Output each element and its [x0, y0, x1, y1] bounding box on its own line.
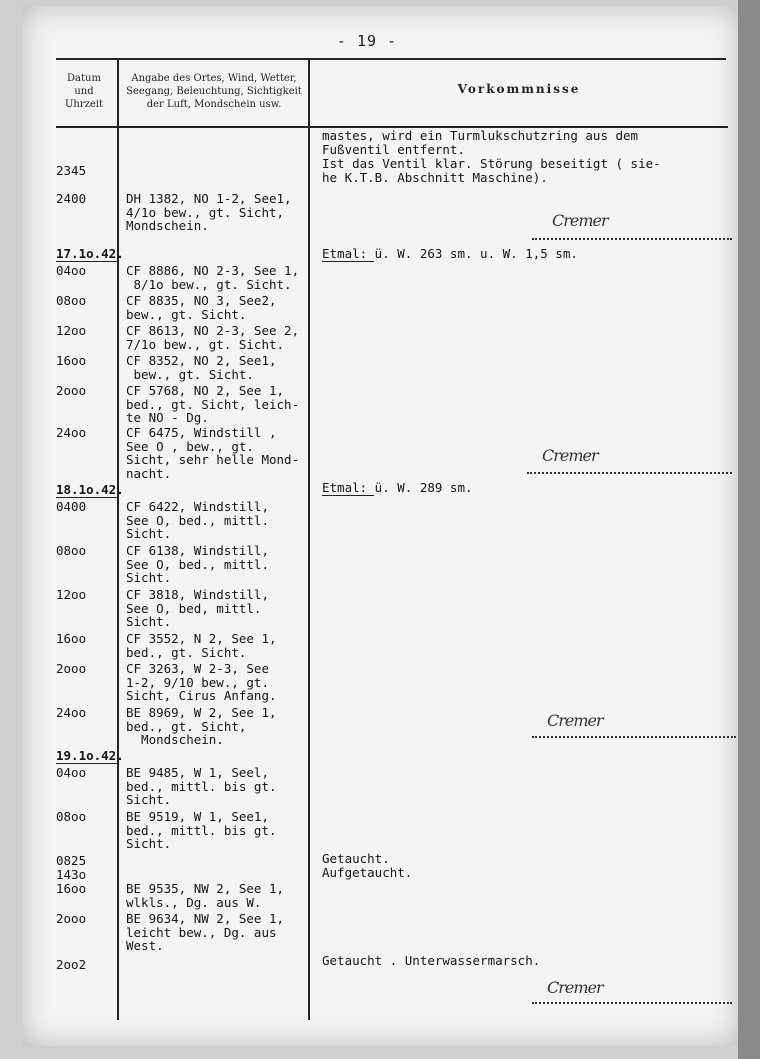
date-underline [56, 497, 118, 498]
entry-text: Getaucht. [322, 851, 390, 866]
date-entry: 18.1o.42. [56, 482, 124, 497]
time-entry: 2oo2 [56, 957, 87, 972]
signature: Cremer [547, 978, 603, 997]
position-entry: CF 3263, W 2-3, See 1-2, 9/10 bew., gt. Sicht, Cirus Anfang. [126, 661, 277, 703]
etmal-entry: Etmal: ü. W. 263 sm. u. W. 1,5 sm. [322, 246, 578, 261]
position-entry: BE 9634, NW 2, See 1, leicht bew., Dg. aus West. [126, 911, 285, 953]
page-number: - 19 - [336, 32, 398, 50]
time-entry: 143o [56, 867, 87, 882]
time-entry: 2ooo [56, 383, 87, 398]
position-entry: CF 6138, Windstill, See O, bed., mittl. Sicht. [126, 543, 269, 585]
position-entry: CF 8352, NO 2, See1, bew., gt. Sicht. [126, 353, 277, 382]
position-entry: DH 1382, NO 1-2, See1, 4/1o bew., gt. Sicht, Mondschein. [126, 191, 292, 233]
time-entry: 16oo [56, 881, 87, 896]
signature: Cremer [552, 211, 608, 230]
position-entry: CF 8886, NO 2-3, See 1, 8/1o bew., gt. Sicht. [126, 263, 300, 292]
time-entry: 16oo [56, 353, 87, 368]
time-entry: 2ooo [56, 661, 87, 676]
dotted-separator [532, 1002, 732, 1004]
time-entry: 0825 [56, 853, 87, 868]
document-page [22, 6, 740, 1046]
header-vorkommnisse: Vorkommnisse [457, 82, 581, 96]
dotted-separator [532, 238, 732, 240]
position-entry: BE 9485, W 1, Seel, bed., mittl. bis gt. Sicht. [126, 765, 277, 807]
time-entry: 2345 [56, 163, 87, 178]
time-entry: 24oo [56, 425, 87, 440]
time-entry: 08oo [56, 809, 87, 824]
time-entry: 24oo [56, 705, 87, 720]
position-entry: CF 6475, Windstill , See O , bew., gt. Sicht, sehr helle Mond- nacht. [126, 425, 300, 481]
entry-text: Aufgetaucht. [322, 865, 413, 880]
time-entry: 2ooo [56, 911, 87, 926]
date-entry: 17.1o.42. [56, 246, 124, 261]
entry-text: Fußventil entfernt. [322, 142, 465, 157]
column-divider-1 [117, 60, 119, 1020]
time-entry: 08oo [56, 293, 87, 308]
date-entry: 19.1o.42. [56, 748, 124, 763]
time-entry: 04oo [56, 765, 87, 780]
entry-text: he K.T.B. Abschnitt Maschine). [322, 170, 548, 185]
time-entry: 04oo [56, 263, 87, 278]
dotted-separator [532, 736, 736, 738]
etmal-underline [322, 261, 374, 262]
position-entry: CF 5768, NO 2, See 1, bed., gt. Sicht, leich- te NO - Dg. [126, 383, 300, 425]
position-entry: CF 6422, Windstill, See O, bed., mittl. Sicht. [126, 499, 269, 541]
time-entry: 12oo [56, 587, 87, 602]
time-entry: 08oo [56, 543, 87, 558]
position-entry: CF 8613, NO 2-3, See 2, 7/1o bew., gt. Sicht. [126, 323, 300, 352]
time-entry: 12oo [56, 323, 87, 338]
dotted-separator [527, 472, 732, 474]
entry-text: Ist das Ventil klar. Störung beseitigt ( sie- [322, 156, 661, 171]
signature: Cremer [547, 711, 603, 730]
time-entry: 16oo [56, 631, 87, 646]
position-entry: BE 9535, NW 2, See 1, wlkls., Dg. aus W. [126, 881, 285, 910]
etmal-underline [322, 495, 374, 496]
column-divider-2 [308, 60, 310, 1020]
entry-text: Getaucht . Unterwassermarsch. [322, 953, 541, 968]
date-underline [56, 763, 118, 764]
entry-text: mastes, wird ein Turmlukschutzring aus dem [322, 128, 639, 143]
header-top-rule [56, 58, 726, 60]
position-entry: CF 3818, Windstill, See O, bed, mittl. Sicht. [126, 587, 269, 629]
date-underline [56, 261, 118, 262]
scan-edge [738, 0, 760, 1059]
signature: Cremer [542, 446, 598, 465]
position-entry: CF 3552, N 2, See 1, bed., gt. Sicht. [126, 631, 277, 660]
position-entry: CF 8835, NO 3, See2, bew., gt. Sicht. [126, 293, 277, 322]
position-entry: BE 8969, W 2, See 1, bed., gt. Sicht, Mondschein. [126, 705, 277, 747]
time-entry: 0400 [56, 499, 87, 514]
time-entry: 2400 [56, 191, 87, 206]
header-angabe: Angabe des Ortes, Wind, Wetter, Seegang, Beleuchtung, Sichtigkeit der Luft, Mondschein usw. [126, 73, 302, 110]
header-datum: Datum und Uhrzeit [64, 73, 104, 110]
etmal-entry: Etmal: ü. W. 289 sm. [322, 480, 473, 495]
position-entry: BE 9519, W 1, See1, bed., mittl. bis gt. Sicht. [126, 809, 277, 851]
